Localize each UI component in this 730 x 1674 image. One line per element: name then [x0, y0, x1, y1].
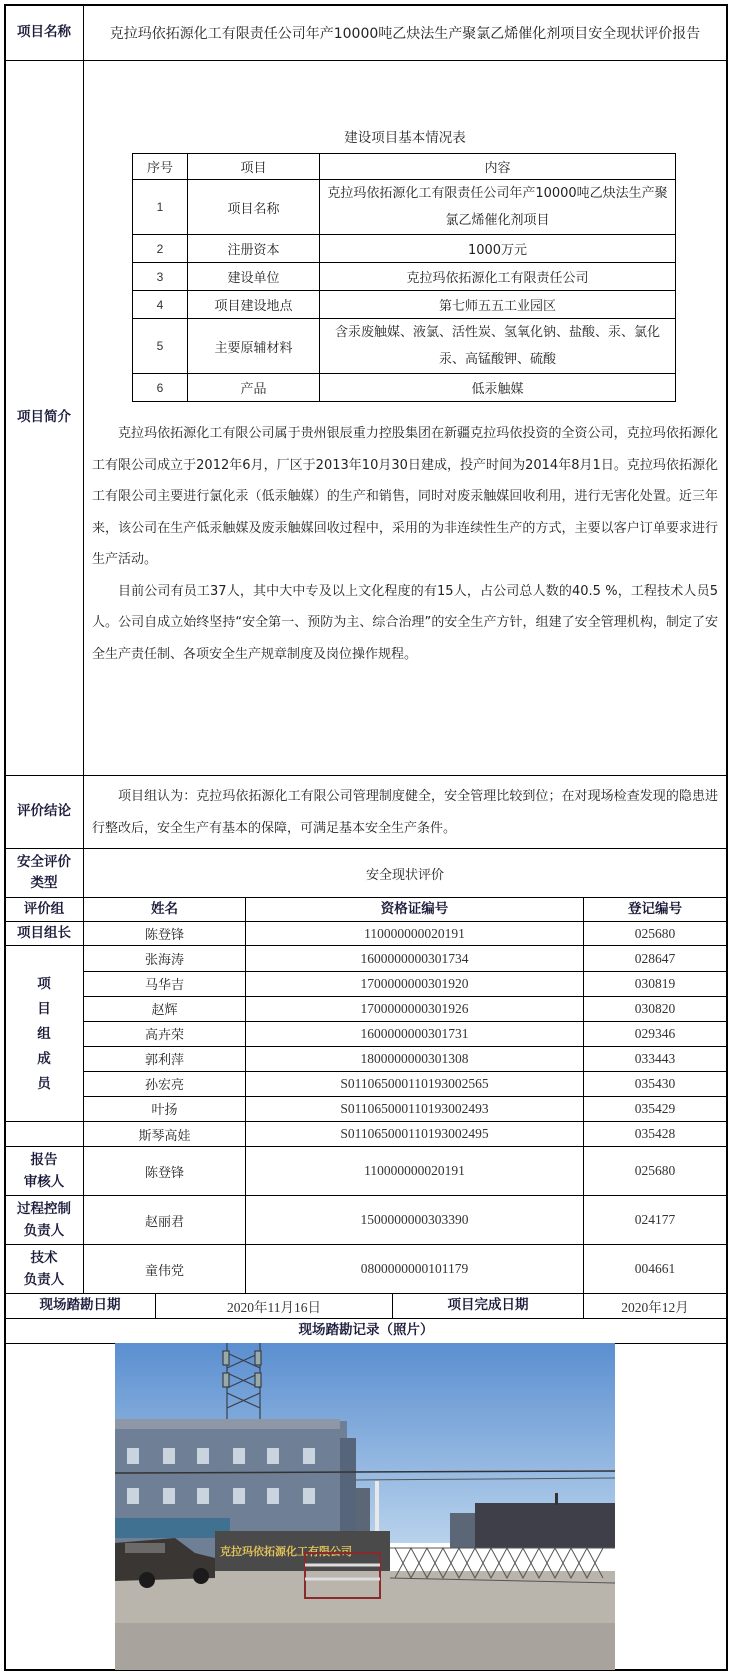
row-content: 低汞触媒 — [320, 374, 676, 402]
row-divider — [5, 775, 727, 776]
col-header-seq: 序号 — [133, 154, 188, 180]
photo-section-label: 现场踏勘记录（照片） — [298, 1322, 434, 1339]
project-name-text: 克拉玛依拓源化工有限责任公司年产10000吨乙炔法生产聚氯乙烯催化剂项目安全现状评价报告 — [109, 25, 701, 42]
basic-info-row — [133, 374, 676, 402]
tech-name: 童伟党 — [144, 1263, 184, 1279]
col-header-content: 内容 — [320, 154, 676, 180]
row-divider — [5, 60, 727, 61]
members-label-char: 员 — [37, 1075, 51, 1092]
tech-lead-label — [5, 1245, 83, 1293]
row-seq: 6 — [133, 374, 188, 402]
process-label-line: 过程控制 — [17, 1201, 71, 1217]
process-label-line: 负责人 — [23, 1223, 65, 1239]
member-reg: 033443 — [634, 1050, 676, 1066]
member-reg: 035430 — [634, 1075, 676, 1091]
process-cert: 1500000000303390 — [360, 1212, 469, 1227]
reviewer-label — [5, 1147, 83, 1195]
members-label-char: 目 — [37, 1000, 51, 1017]
members-label-char: 组 — [37, 1025, 51, 1042]
project-name-value — [84, 5, 726, 60]
members-label-char: 项 — [37, 975, 51, 992]
member-reg: 035429 — [634, 1100, 676, 1116]
conclusion-box — [92, 781, 718, 844]
member-name: 赵辉 — [151, 1003, 178, 1018]
site-photo — [115, 1343, 615, 1670]
members-label — [5, 946, 83, 1122]
reviewer-label-line: 审核人 — [23, 1174, 65, 1190]
tech-label-line: 负责人 — [23, 1272, 65, 1288]
member-cert: 1700000000301920 — [360, 975, 469, 991]
basic-info-row — [133, 180, 676, 235]
member-name: 郭利萍 — [144, 1053, 184, 1068]
leader-reg: 025680 — [634, 925, 676, 941]
member-reg: 028647 — [634, 950, 676, 966]
col-header-item: 项目 — [188, 154, 320, 180]
basic-info-table-title: 建设项目基本情况表 — [344, 130, 466, 146]
row-seq: 4 — [133, 291, 188, 319]
member-name: 张海涛 — [144, 953, 184, 968]
tech-reg: 004661 — [634, 1261, 676, 1276]
team-header-cert: 资格证编号 — [380, 900, 449, 917]
row-content: 1000万元 — [320, 235, 676, 263]
basic-info-row — [133, 291, 676, 319]
reviewer-name: 陈登锋 — [144, 1165, 184, 1181]
member-reg: 029346 — [634, 1025, 676, 1041]
row-item: 项目名称 — [188, 180, 320, 235]
tech-label-line: 技术 — [30, 1250, 58, 1266]
member-cert: S011065000110193002495 — [340, 1126, 489, 1141]
survey-date-label: 现场踏勘日期 — [39, 1297, 121, 1314]
tech-cert: 0800000000101179 — [360, 1261, 469, 1276]
member-cert: 1700000000301926 — [360, 1000, 469, 1016]
eval-type-label — [5, 849, 83, 897]
member-cert: S011065000110193002565 — [340, 1075, 489, 1091]
member-reg: 030819 — [634, 975, 676, 991]
project-name-label: 项目名称 — [17, 23, 71, 40]
survey-date-value: 2020年11月16日 — [227, 1300, 321, 1315]
member-name: 孙宏亮 — [144, 1078, 184, 1093]
member-name: 马华吉 — [144, 978, 184, 993]
eval-type-label-text: 安全评价类型 — [17, 854, 71, 891]
members-label-char: 成 — [37, 1050, 51, 1067]
outer-border-right — [726, 5, 728, 1671]
member-reg: 035428 — [634, 1126, 676, 1141]
row-content: 克拉玛依拓源化工有限责任公司年产10000吨乙炔法生产聚氯乙烯催化剂项目 — [320, 180, 676, 235]
row-item: 主要原辅材料 — [188, 319, 320, 374]
site-photo-image — [115, 1343, 615, 1670]
member-cert: 1800000000301308 — [360, 1050, 469, 1066]
basic-info-row — [133, 319, 676, 374]
member-cert: 1600000000301734 — [360, 950, 469, 966]
basic-info-table — [132, 153, 676, 402]
leader-label: 项目组长 — [17, 924, 71, 941]
conclusion-text: 项目组认为：克拉玛依拓源化工有限公司管理制度健全，安全管理比较到位；在对现场检查发现的隐患进行整改后，安全生产有基本的保障，可满足基本安全生产条件。 — [92, 789, 718, 836]
team-header-reg: 登记编号 — [628, 900, 682, 917]
team-header-group: 评价组 — [23, 900, 65, 917]
member-name: 高卉荣 — [144, 1028, 184, 1043]
member-name: 叶扬 — [151, 1103, 178, 1118]
row-seq: 1 — [133, 180, 188, 235]
leader-cert: 110000000020191 — [364, 925, 465, 941]
row-item: 产品 — [188, 374, 320, 402]
complete-date-value: 2020年12月 — [621, 1300, 689, 1315]
reviewer-reg: 025680 — [634, 1163, 676, 1178]
intro-paragraph: 目前公司有员工37人，其中大中专及以上文化程度的有15人，占公司总人数的40.5 %，工程技术人员5人。公司自成立始终坚持“安全第一、预防为主、综合治理”的安全生产方针，组建了安全管理机构，制定了安全生产责任制、各项安全生产规章制度及岗位操作规程。 — [92, 583, 718, 662]
eval-type-value: 安全现状评价 — [365, 867, 444, 883]
row-seq: 3 — [133, 263, 188, 291]
reviewer-label-line: 报告 — [30, 1152, 58, 1168]
factory-building — [475, 1503, 615, 1548]
row-content: 第七师五五工业园区 — [320, 291, 676, 319]
basic-info-row — [133, 235, 676, 263]
member-name: 斯琴高娃 — [138, 1128, 191, 1144]
row-seq: 5 — [133, 319, 188, 374]
process-control-label — [5, 1196, 83, 1244]
project-intro-label: 项目简介 — [17, 409, 71, 426]
complete-date-label: 项目完成日期 — [447, 1297, 529, 1314]
basic-info-row — [133, 263, 676, 291]
process-name: 赵丽君 — [144, 1214, 184, 1230]
member-reg: 030820 — [634, 1000, 676, 1016]
row-item: 注册资本 — [188, 235, 320, 263]
row-content: 克拉玛依拓源化工有限责任公司 — [320, 263, 676, 291]
process-reg: 024177 — [634, 1212, 676, 1227]
intro-paragraph: 克拉玛依拓源化工有限公司属于贵州银辰重力控股集团在新疆克拉玛依投资的全资公司，克拉玛依拓源化工有限公司成立于2012年6月，厂区于2013年10月30日建成，投产时间为2014年8月1日。克拉玛依拓源化工有限公司主要进行氯化汞（低汞触媒）的生产和销售，同时对废汞触媒回收利用，进行无害化处置。近三年来，该公司在生产低汞触媒及废汞触媒回收过程中，采用的为非连续性生产的方式，主要以客户订单要求进行生产活动。 — [92, 426, 718, 567]
conclusion-label: 评价结论 — [17, 803, 71, 820]
row-seq: 2 — [133, 235, 188, 263]
team-header-name: 姓名 — [151, 900, 178, 917]
member-cert: 1600000000301731 — [360, 1025, 469, 1041]
row-item: 建设单位 — [188, 263, 320, 291]
basic-info-header-row — [133, 154, 676, 180]
row-item: 项目建设地点 — [188, 291, 320, 319]
reviewer-cert: 110000000020191 — [364, 1163, 465, 1178]
leader-name: 陈登锋 — [144, 928, 184, 943]
intro-text — [92, 418, 718, 670]
gate-sign-text: 克拉玛依拓源化工有限公司 — [220, 1545, 352, 1558]
row-content: 含汞废触媒、液氯、活性炭、氢氧化钠、盐酸、汞、氯化汞、高锰酸钾、硫酸 — [320, 319, 676, 374]
member-cert: S011065000110193002493 — [340, 1100, 489, 1116]
